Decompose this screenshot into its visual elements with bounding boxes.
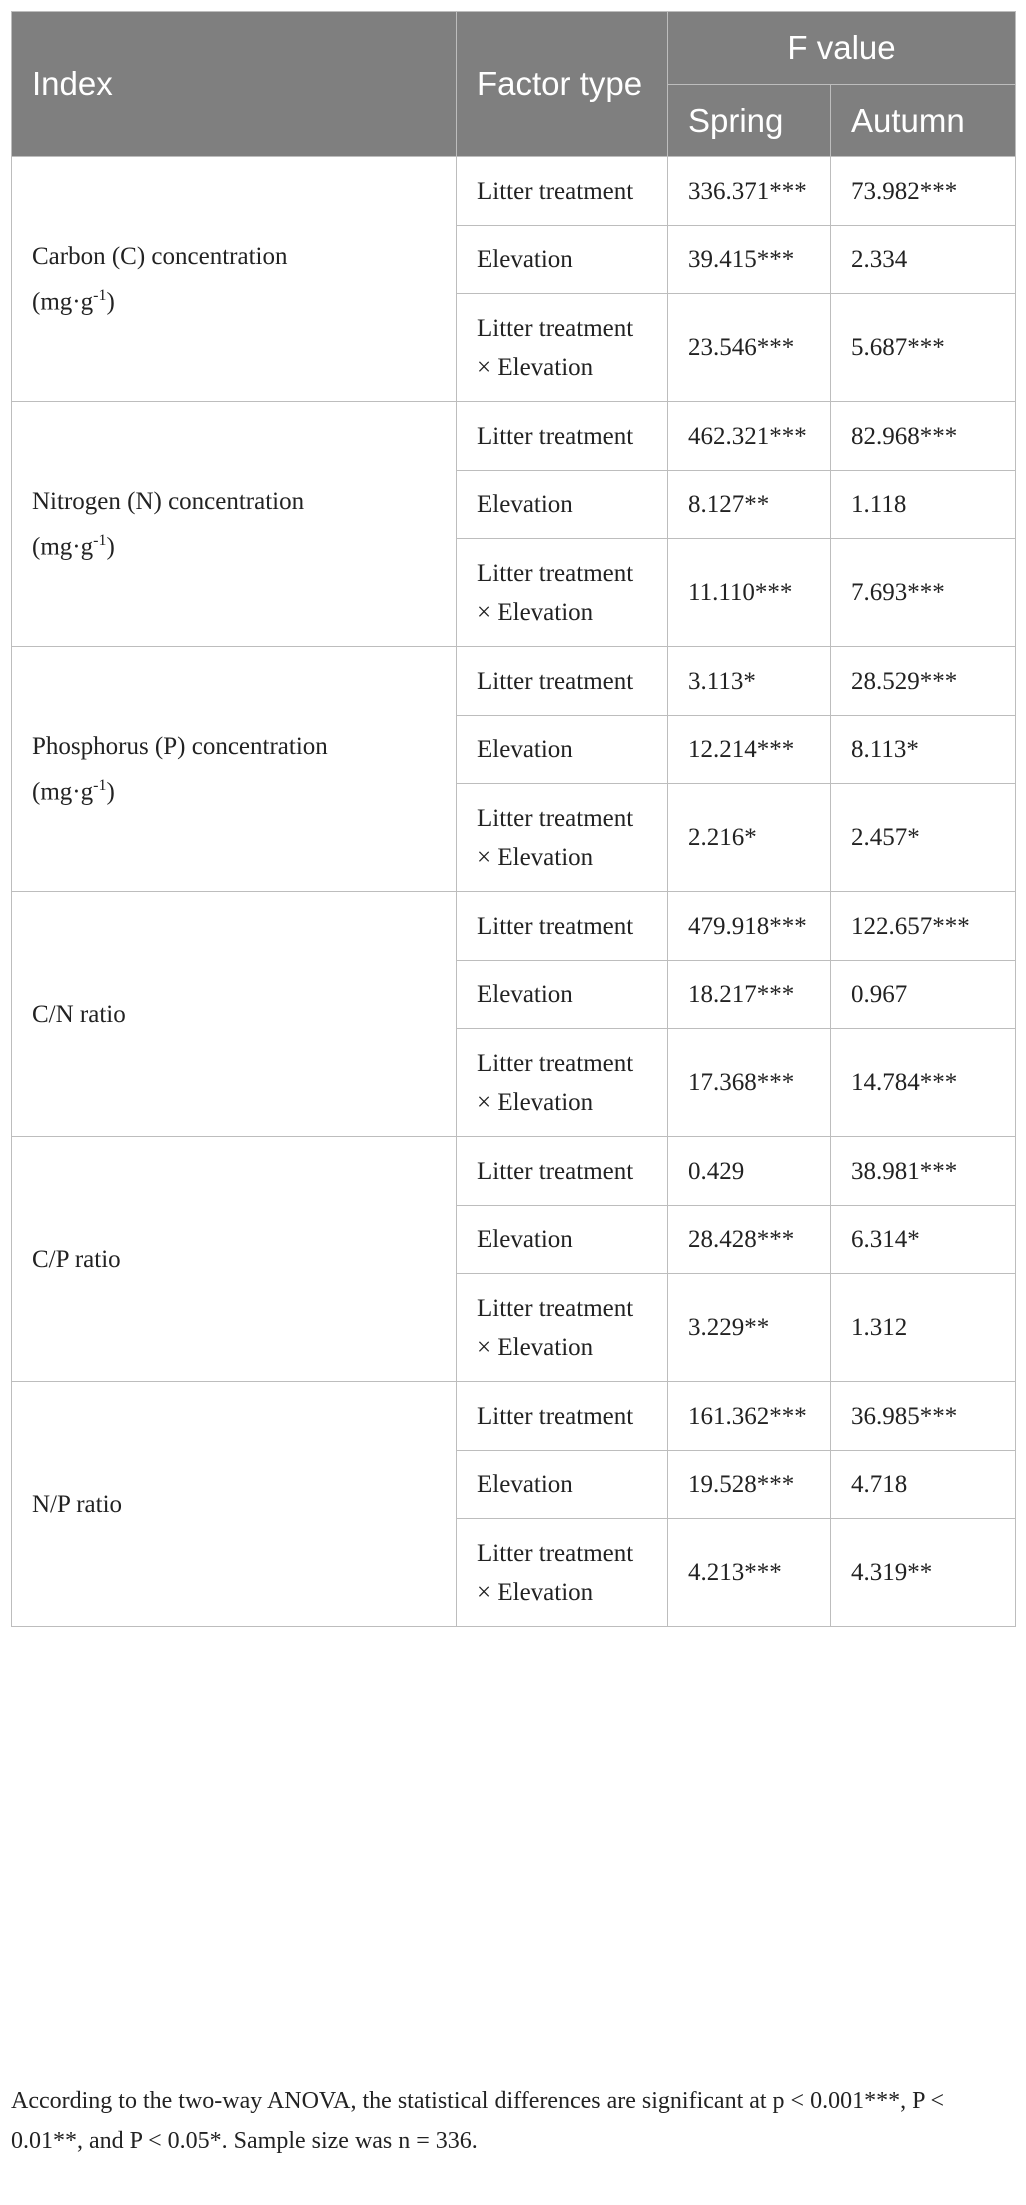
index-unit-close: ) <box>106 778 115 806</box>
spring-value-cell: 336.371*** <box>668 157 831 226</box>
table-row <box>12 647 1016 716</box>
factor-cell: Litter treatment <box>457 892 668 961</box>
autumn-value-cell: 2.334 <box>831 226 1016 294</box>
index-cell <box>12 647 457 892</box>
autumn-value-cell: 4.718 <box>831 1451 1016 1519</box>
index-cell <box>12 1382 457 1627</box>
factor-cell: Elevation <box>457 1451 668 1519</box>
table-footnote: According to the two-way ANOVA, the statistical differences are significant at p < 0.001***, P < 0.01**, and P < 0.05*. Sample size was n = 336. <box>11 2088 945 2154</box>
spring-value-cell: 479.918*** <box>668 892 831 961</box>
spring-value-cell: 8.127** <box>668 471 831 539</box>
factor-cell: Elevation <box>457 1206 668 1274</box>
index-unit-close: ) <box>106 533 115 561</box>
factor-cell: Elevation <box>457 471 668 539</box>
index-unit: (mg·g <box>32 533 94 561</box>
index-unit-superscript: -1 <box>93 286 107 304</box>
index-label: N/P ratio <box>32 1490 123 1518</box>
factor-cell: Litter treatment <box>457 1382 668 1451</box>
index-cell <box>12 892 457 1137</box>
table-row <box>12 892 1016 961</box>
spring-value-cell: 3.113* <box>668 647 831 716</box>
header-factor-type: Factor type <box>457 12 668 157</box>
anova-table <box>11 11 1016 1627</box>
factor-cell: Litter treatment <box>457 647 668 716</box>
autumn-value-cell: 28.529*** <box>831 647 1016 716</box>
factor-cell: Litter treatment × Elevation <box>457 784 668 892</box>
index-unit-superscript: -1 <box>93 776 107 794</box>
factor-cell: Litter treatment <box>457 157 668 226</box>
autumn-value-cell: 122.657*** <box>831 892 1016 961</box>
factor-cell: Elevation <box>457 961 668 1029</box>
factor-cell: Elevation <box>457 226 668 294</box>
factor-cell: Litter treatment <box>457 402 668 471</box>
spring-value-cell: 462.321*** <box>668 402 831 471</box>
autumn-value-cell: 38.981*** <box>831 1137 1016 1206</box>
autumn-value-cell: 4.319** <box>831 1519 1016 1627</box>
spring-value-cell: 17.368*** <box>668 1029 831 1137</box>
spring-value-cell: 39.415*** <box>668 226 831 294</box>
header-index: Index <box>12 12 457 157</box>
spring-value-cell: 161.362*** <box>668 1382 831 1451</box>
spring-value-cell: 2.216* <box>668 784 831 892</box>
autumn-value-cell: 8.113* <box>831 716 1016 784</box>
index-label: C/N ratio <box>32 1000 126 1028</box>
factor-cell: Elevation <box>457 716 668 784</box>
autumn-value-cell: 2.457* <box>831 784 1016 892</box>
spring-value-cell: 0.429 <box>668 1137 831 1206</box>
factor-cell: Litter treatment × Elevation <box>457 294 668 402</box>
index-unit: (mg·g <box>32 778 94 806</box>
autumn-value-cell: 6.314* <box>831 1206 1016 1274</box>
anova-table-container <box>11 11 1015 1627</box>
spring-value-cell: 23.546*** <box>668 294 831 402</box>
factor-cell: Litter treatment <box>457 1137 668 1206</box>
autumn-value-cell: 36.985*** <box>831 1382 1016 1451</box>
autumn-value-cell: 5.687*** <box>831 294 1016 402</box>
index-cell <box>12 157 457 402</box>
autumn-value-cell: 1.312 <box>831 1274 1016 1382</box>
index-label: C/P ratio <box>32 1245 121 1273</box>
spring-value-cell: 19.528*** <box>668 1451 831 1519</box>
factor-cell: Litter treatment × Elevation <box>457 539 668 647</box>
spring-value-cell: 11.110*** <box>668 539 831 647</box>
index-label: Phosphorus (P) concentration <box>32 732 328 760</box>
table-row <box>12 157 1016 226</box>
table-row <box>12 402 1016 471</box>
index-unit-close: ) <box>106 288 115 316</box>
index-unit-superscript: -1 <box>93 531 107 549</box>
autumn-value-cell: 7.693*** <box>831 539 1016 647</box>
index-label: Nitrogen (N) concentration <box>32 487 305 515</box>
autumn-value-cell: 0.967 <box>831 961 1016 1029</box>
autumn-value-cell: 73.982*** <box>831 157 1016 226</box>
autumn-value-cell: 1.118 <box>831 471 1016 539</box>
factor-cell: Litter treatment × Elevation <box>457 1029 668 1137</box>
table-body <box>12 157 1016 1627</box>
spring-value-cell: 18.217*** <box>668 961 831 1029</box>
factor-cell: Litter treatment × Elevation <box>457 1519 668 1627</box>
table-header <box>12 12 1016 157</box>
autumn-value-cell: 82.968*** <box>831 402 1016 471</box>
factor-cell: Litter treatment × Elevation <box>457 1274 668 1382</box>
header-spring: Spring <box>668 85 831 157</box>
index-cell <box>12 1137 457 1382</box>
index-label: Carbon (C) concentration <box>32 242 288 270</box>
index-unit: (mg·g <box>32 288 94 316</box>
header-autumn: Autumn <box>831 85 1016 157</box>
table-row <box>12 1382 1016 1451</box>
index-cell <box>12 402 457 647</box>
spring-value-cell: 4.213*** <box>668 1519 831 1627</box>
spring-value-cell: 28.428*** <box>668 1206 831 1274</box>
header-f-value: F value <box>668 12 1016 85</box>
autumn-value-cell: 14.784*** <box>831 1029 1016 1137</box>
spring-value-cell: 12.214*** <box>668 716 831 784</box>
spring-value-cell: 3.229** <box>668 1274 831 1382</box>
table-row <box>12 1137 1016 1206</box>
